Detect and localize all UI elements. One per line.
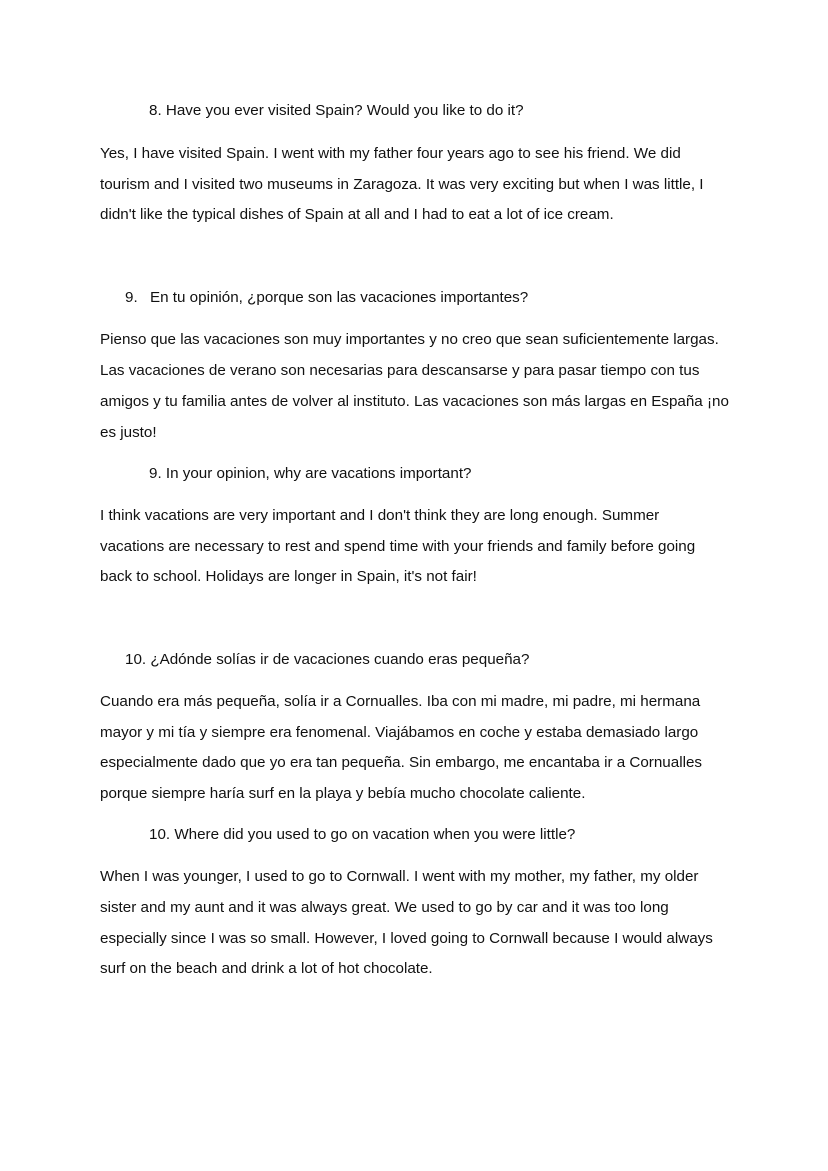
answer-9-es-line-1: Pienso que las vacaciones son muy importantes y no creo que sean suficientemente largas. bbox=[100, 331, 719, 348]
answer-8-en-line-3: didn't like the typical dishes of Spain at all and I had to eat a lot of ice cream. bbox=[100, 206, 614, 223]
answer-8-en-line-1: Yes, I have visited Spain. I went with my father four years ago to see his friend. We did bbox=[100, 145, 681, 162]
answer-9-en-line-1: I think vacations are very important and I don't think they are long enough. Summer bbox=[100, 507, 660, 524]
answer-10-es-line-1: Cuando era más pequeña, solía ir a Cornualles. Iba con mi madre, mi padre, mi hermana bbox=[100, 693, 701, 710]
answer-9-es-line-3: amigos y tu familia antes de volver al instituto. Las vacaciones son más largas en España ¡no bbox=[100, 393, 729, 410]
question-10-en: 10. Where did you used to go on vacation when you were little? bbox=[149, 826, 576, 843]
answer-9-es-line-4: es justo! bbox=[100, 424, 157, 441]
question-8-en: 8. Have you ever visited Spain? Would you like to do it? bbox=[149, 102, 524, 119]
question-9-es-text: En tu opinión, ¿porque son las vacaciones importantes? bbox=[150, 289, 529, 306]
answer-9-en-line-2: vacations are necessary to rest and spend time with your friends and family before going bbox=[100, 538, 696, 555]
answer-8-en-line-2: tourism and I visited two museums in Zaragoza. It was very exciting but when I was little, I bbox=[100, 176, 704, 193]
answer-10-es-line-3: especialmente dado que yo era tan pequeña. Sin embargo, me encantaba ir a Cornualles bbox=[100, 754, 702, 771]
answer-10-en-line-3: especially since I was so small. However, I loved going to Cornwall because I would always bbox=[100, 930, 713, 947]
answer-9-en-line-3: back to school. Holidays are longer in Spain, it's not fair! bbox=[100, 568, 477, 585]
answer-10-es-line-2: mayor y mi tía y siempre era fenomenal. Viajábamos en coche y estaba demasiado largo bbox=[100, 724, 699, 741]
answer-10-en-line-1: When I was younger, I used to go to Cornwall. I went with my mother, my father, my older bbox=[100, 868, 699, 885]
answer-10-es-line-4: porque siempre haría surf en la playa y bebía mucho chocolate caliente. bbox=[100, 785, 586, 802]
question-9-es-number: 9. bbox=[125, 289, 138, 306]
question-9-es bbox=[125, 288, 528, 308]
answer-10-en-line-2: sister and my aunt and it was always great. We used to go by car and it was too long bbox=[100, 899, 669, 916]
question-10-es: 10. ¿Adónde solías ir de vacaciones cuando eras pequeña? bbox=[125, 651, 530, 668]
answer-10-en-line-4: surf on the beach and drink a lot of hot chocolate. bbox=[100, 960, 433, 977]
answer-9-es-line-2: Las vacaciones de verano son necesarias para descansarse y para pasar tiempo con tus bbox=[100, 362, 700, 379]
question-9-en: 9. In your opinion, why are vacations important? bbox=[149, 465, 472, 482]
